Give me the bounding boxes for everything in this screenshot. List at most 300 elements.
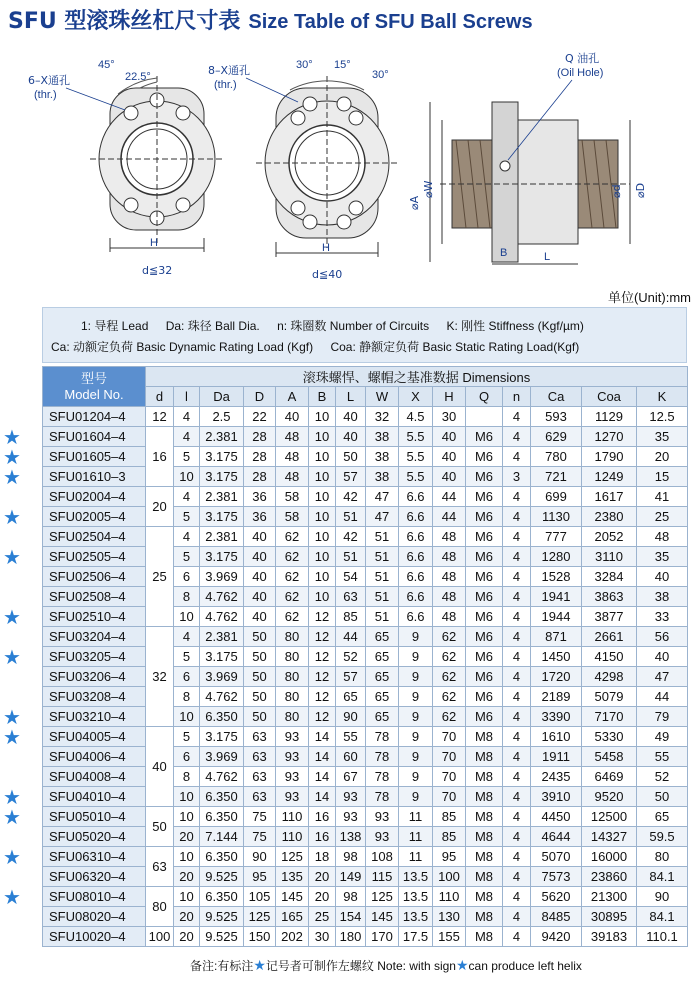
model-cell: SFU03208–4 bbox=[43, 687, 146, 707]
shaft-diameter-cell: 50 bbox=[146, 807, 174, 847]
cell-w: 115 bbox=[366, 867, 399, 887]
cell-ca: 593 bbox=[531, 407, 582, 427]
cell-q: M6 bbox=[466, 647, 503, 667]
cell-ca: 1610 bbox=[531, 727, 582, 747]
cell-b: 12 bbox=[309, 627, 336, 647]
cell-b: 10 bbox=[309, 547, 336, 567]
cell-ca: 1911 bbox=[531, 747, 582, 767]
cell-q: M6 bbox=[466, 547, 503, 567]
cell-coa: 39183 bbox=[582, 927, 637, 947]
cell-k: 40 bbox=[637, 647, 688, 667]
cell-l: 57 bbox=[336, 667, 366, 687]
cell-k: 49 bbox=[637, 727, 688, 747]
model-cell: SFU02510–4 bbox=[43, 607, 146, 627]
column-header-l: l bbox=[174, 387, 200, 407]
dim-d-label: ⌀d bbox=[610, 184, 623, 198]
left-helix-star-icon: ★ bbox=[3, 844, 21, 869]
cell-l: 10 bbox=[174, 467, 200, 487]
cell-l: 57 bbox=[336, 467, 366, 487]
cell-da: 4.762 bbox=[200, 587, 244, 607]
cell-w: 78 bbox=[366, 727, 399, 747]
table-row bbox=[43, 767, 688, 787]
table-row bbox=[43, 727, 688, 747]
title-en: Size Table of SFU Ball Screws bbox=[248, 11, 533, 33]
cell-n: 4 bbox=[503, 587, 531, 607]
cell-q: M6 bbox=[466, 487, 503, 507]
cell-d: 50 bbox=[244, 627, 276, 647]
cell-q: M6 bbox=[466, 427, 503, 447]
cell-h: 30 bbox=[433, 407, 466, 427]
cell-q: M6 bbox=[466, 627, 503, 647]
cell-k: 38 bbox=[637, 587, 688, 607]
note-en-suffix: can produce left helix bbox=[468, 959, 582, 973]
table-row bbox=[43, 427, 688, 447]
cell-w: 125 bbox=[366, 887, 399, 907]
cell-da: 6.350 bbox=[200, 707, 244, 727]
cell-l: 5 bbox=[174, 547, 200, 567]
cell-n: 4 bbox=[503, 507, 531, 527]
cell-d: 28 bbox=[244, 427, 276, 447]
model-cell: SFU01604–4 bbox=[43, 427, 146, 447]
cell-a: 80 bbox=[276, 687, 309, 707]
cell-b: 12 bbox=[309, 707, 336, 727]
cell-b: 12 bbox=[309, 667, 336, 687]
column-header-Da: Da bbox=[200, 387, 244, 407]
cell-x: 6.6 bbox=[399, 527, 433, 547]
cell-l: 40 bbox=[336, 407, 366, 427]
cell-b: 10 bbox=[309, 407, 336, 427]
column-header-Ca: Ca bbox=[531, 387, 582, 407]
cell-ca: 777 bbox=[531, 527, 582, 547]
note-cn-suffix: 记号者可制作左螺纹 bbox=[265, 959, 374, 973]
cell-l: 8 bbox=[174, 687, 200, 707]
cell-q: M6 bbox=[466, 707, 503, 727]
cell-x: 6.6 bbox=[399, 487, 433, 507]
cell-coa: 6469 bbox=[582, 767, 637, 787]
angle-22-label: 22.5° bbox=[125, 71, 151, 83]
cell-l: 4 bbox=[174, 487, 200, 507]
cell-coa: 21300 bbox=[582, 887, 637, 907]
hole-label-8x: 8–X通孔 bbox=[208, 64, 251, 77]
cell-l: 90 bbox=[336, 707, 366, 727]
cell-coa: 4298 bbox=[582, 667, 637, 687]
angle-30-label-a: 30° bbox=[296, 59, 313, 71]
cell-b: 12 bbox=[309, 607, 336, 627]
cell-w: 51 bbox=[366, 607, 399, 627]
cell-q: M8 bbox=[466, 847, 503, 867]
table-row bbox=[43, 607, 688, 627]
cell-x: 6.6 bbox=[399, 607, 433, 627]
cell-coa: 3110 bbox=[582, 547, 637, 567]
legend-stiffness: K: 刚性 Stiffness (Kgf/µm) bbox=[446, 319, 584, 333]
model-cell: SFU02505–4 bbox=[43, 547, 146, 567]
cell-b: 14 bbox=[309, 787, 336, 807]
cell-ca: 4644 bbox=[531, 827, 582, 847]
cell-l: 93 bbox=[336, 807, 366, 827]
table-row bbox=[43, 467, 688, 487]
cell-coa: 2052 bbox=[582, 527, 637, 547]
model-cell: SFU01605–4 bbox=[43, 447, 146, 467]
cell-ca: 721 bbox=[531, 467, 582, 487]
cell-d: 63 bbox=[244, 787, 276, 807]
cell-h: 85 bbox=[433, 807, 466, 827]
note-star-icon-2: ★ bbox=[455, 957, 469, 973]
cell-l: 98 bbox=[336, 847, 366, 867]
cell-coa: 2380 bbox=[582, 507, 637, 527]
cell-ca: 2435 bbox=[531, 767, 582, 787]
cell-coa: 4150 bbox=[582, 647, 637, 667]
cell-n: 4 bbox=[503, 907, 531, 927]
model-cell: SFU02506–4 bbox=[43, 567, 146, 587]
left-helix-star-icon: ★ bbox=[3, 604, 21, 629]
cell-da: 2.381 bbox=[200, 527, 244, 547]
cell-b: 10 bbox=[309, 587, 336, 607]
model-header-cn: 型号 bbox=[80, 370, 107, 386]
model-cell: SFU02504–4 bbox=[43, 527, 146, 547]
left-helix-star-icon: ★ bbox=[3, 784, 21, 809]
model-cell: SFU04006–4 bbox=[43, 747, 146, 767]
cell-h: 62 bbox=[433, 647, 466, 667]
cell-ca: 8485 bbox=[531, 907, 582, 927]
cell-d: 28 bbox=[244, 447, 276, 467]
cell-da: 4.762 bbox=[200, 687, 244, 707]
cell-da: 6.350 bbox=[200, 807, 244, 827]
cell-n: 4 bbox=[503, 627, 531, 647]
cell-l: 51 bbox=[336, 507, 366, 527]
cell-l: 52 bbox=[336, 647, 366, 667]
cell-ca: 3390 bbox=[531, 707, 582, 727]
cell-da: 3.175 bbox=[200, 447, 244, 467]
dim-D-label: ⌀D bbox=[634, 182, 647, 198]
cell-d: 63 bbox=[244, 747, 276, 767]
shaft-diameter-cell: 25 bbox=[146, 527, 174, 627]
cell-b: 14 bbox=[309, 747, 336, 767]
cell-l: 4 bbox=[174, 427, 200, 447]
cell-b: 10 bbox=[309, 427, 336, 447]
cell-k: 25 bbox=[637, 507, 688, 527]
cell-b: 14 bbox=[309, 767, 336, 787]
cell-d: 36 bbox=[244, 507, 276, 527]
cell-l: 63 bbox=[336, 587, 366, 607]
cell-n: 4 bbox=[503, 887, 531, 907]
cell-l: 6 bbox=[174, 567, 200, 587]
model-cell: SFU01610–3 bbox=[43, 467, 146, 487]
left-helix-star-icon: ★ bbox=[3, 424, 21, 449]
cell-b: 10 bbox=[309, 527, 336, 547]
cell-coa: 1617 bbox=[582, 487, 637, 507]
model-cell: SFU04010–4 bbox=[43, 787, 146, 807]
flange-drawing-8-hole bbox=[256, 76, 398, 257]
table-row bbox=[43, 867, 688, 887]
cell-x: 6.6 bbox=[399, 507, 433, 527]
cell-n: 4 bbox=[503, 547, 531, 567]
cell-l: 4 bbox=[174, 627, 200, 647]
cell-k: 84.1 bbox=[637, 907, 688, 927]
cell-w: 38 bbox=[366, 427, 399, 447]
cell-l: 8 bbox=[174, 767, 200, 787]
model-cell: SFU02004–4 bbox=[43, 487, 146, 507]
model-cell: SFU04005–4 bbox=[43, 727, 146, 747]
cell-coa: 2661 bbox=[582, 627, 637, 647]
cell-n: 4 bbox=[503, 707, 531, 727]
column-header-X: X bbox=[399, 387, 433, 407]
model-cell: SFU02508–4 bbox=[43, 587, 146, 607]
model-cell: SFU04008–4 bbox=[43, 767, 146, 787]
column-header-Q: Q bbox=[466, 387, 503, 407]
cell-w: 108 bbox=[366, 847, 399, 867]
cell-ca: 5070 bbox=[531, 847, 582, 867]
table-row bbox=[43, 667, 688, 687]
cell-x: 4.5 bbox=[399, 407, 433, 427]
cell-k: 33 bbox=[637, 607, 688, 627]
cell-b: 14 bbox=[309, 727, 336, 747]
dim-w-label: ⌀W bbox=[422, 180, 435, 198]
cell-l: 138 bbox=[336, 827, 366, 847]
cell-q: M6 bbox=[466, 687, 503, 707]
cell-coa: 5079 bbox=[582, 687, 637, 707]
cell-b: 25 bbox=[309, 907, 336, 927]
cell-da: 2.381 bbox=[200, 427, 244, 447]
cell-l: 149 bbox=[336, 867, 366, 887]
cell-l: 10 bbox=[174, 787, 200, 807]
cell-h: 62 bbox=[433, 707, 466, 727]
cell-q: M8 bbox=[466, 767, 503, 787]
flange-drawing-6-hole bbox=[90, 76, 224, 252]
table-row bbox=[43, 447, 688, 467]
model-cell: SFU03206–4 bbox=[43, 667, 146, 687]
column-header-L: L bbox=[336, 387, 366, 407]
cell-k: 48 bbox=[637, 527, 688, 547]
cell-a: 80 bbox=[276, 627, 309, 647]
cell-q: M8 bbox=[466, 747, 503, 767]
table-row bbox=[43, 847, 688, 867]
shaft-diameter-cell: 12 bbox=[146, 407, 174, 427]
cell-d: 63 bbox=[244, 767, 276, 787]
cell-k: 65 bbox=[637, 807, 688, 827]
cell-da: 3.969 bbox=[200, 747, 244, 767]
cell-coa: 30895 bbox=[582, 907, 637, 927]
thr-label-left: (thr.) bbox=[34, 89, 57, 101]
cell-w: 65 bbox=[366, 707, 399, 727]
model-cell: SFU08020–4 bbox=[43, 907, 146, 927]
cell-x: 9 bbox=[399, 707, 433, 727]
column-header-A: A bbox=[276, 387, 309, 407]
cell-l: 51 bbox=[336, 547, 366, 567]
cell-x: 9 bbox=[399, 667, 433, 687]
cell-d: 40 bbox=[244, 527, 276, 547]
cell-da: 3.175 bbox=[200, 727, 244, 747]
cell-x: 9 bbox=[399, 747, 433, 767]
cell-n: 4 bbox=[503, 607, 531, 627]
cell-da: 9.525 bbox=[200, 927, 244, 947]
table-row bbox=[43, 707, 688, 727]
shaft-diameter-cell: 20 bbox=[146, 487, 174, 527]
cell-n: 4 bbox=[503, 727, 531, 747]
cell-n: 4 bbox=[503, 447, 531, 467]
left-helix-star-icon: ★ bbox=[3, 724, 21, 749]
cell-l: 93 bbox=[336, 787, 366, 807]
cell-b: 30 bbox=[309, 927, 336, 947]
column-header-n: n bbox=[503, 387, 531, 407]
cell-ca: 4450 bbox=[531, 807, 582, 827]
cell-coa: 1249 bbox=[582, 467, 637, 487]
table-row bbox=[43, 507, 688, 527]
cell-da: 3.969 bbox=[200, 667, 244, 687]
cell-x: 9 bbox=[399, 727, 433, 747]
drawings-svg bbox=[0, 38, 697, 283]
cell-l: 65 bbox=[336, 687, 366, 707]
cell-l: 60 bbox=[336, 747, 366, 767]
cell-a: 110 bbox=[276, 827, 309, 847]
cell-k: 35 bbox=[637, 427, 688, 447]
cell-l: 20 bbox=[174, 867, 200, 887]
cell-n: 4 bbox=[503, 847, 531, 867]
cell-x: 6.6 bbox=[399, 587, 433, 607]
cell-k: 55 bbox=[637, 747, 688, 767]
cell-q: M6 bbox=[466, 447, 503, 467]
table-row bbox=[43, 547, 688, 567]
cell-x: 17.5 bbox=[399, 927, 433, 947]
cell-l: 55 bbox=[336, 727, 366, 747]
cell-q: M6 bbox=[466, 507, 503, 527]
cell-ca: 1528 bbox=[531, 567, 582, 587]
angle-30-label-b: 30° bbox=[372, 69, 389, 81]
table-row bbox=[43, 627, 688, 647]
cell-da: 3.175 bbox=[200, 547, 244, 567]
table-row bbox=[43, 527, 688, 547]
cell-q: M8 bbox=[466, 727, 503, 747]
cell-w: 65 bbox=[366, 647, 399, 667]
oil-hole-label-en: (Oil Hole) bbox=[557, 67, 604, 79]
cell-l: 20 bbox=[174, 827, 200, 847]
cell-h: 62 bbox=[433, 667, 466, 687]
cell-da: 3.175 bbox=[200, 647, 244, 667]
cell-q: M8 bbox=[466, 827, 503, 847]
h-label-middle: H bbox=[322, 242, 330, 254]
cell-d: 36 bbox=[244, 487, 276, 507]
note-cn-prefix: 备注:有标注 bbox=[190, 959, 254, 973]
cell-h: 155 bbox=[433, 927, 466, 947]
cell-coa: 9520 bbox=[582, 787, 637, 807]
shaft-diameter-cell: 63 bbox=[146, 847, 174, 887]
cell-d: 75 bbox=[244, 827, 276, 847]
cell-k: 20 bbox=[637, 447, 688, 467]
cell-a: 135 bbox=[276, 867, 309, 887]
cell-da: 3.969 bbox=[200, 567, 244, 587]
cell-h: 40 bbox=[433, 427, 466, 447]
cell-x: 5.5 bbox=[399, 447, 433, 467]
left-helix-star-icon: ★ bbox=[3, 804, 21, 829]
table-row bbox=[43, 487, 688, 507]
table-row bbox=[43, 827, 688, 847]
cell-coa: 23860 bbox=[582, 867, 637, 887]
column-header-d: d bbox=[146, 387, 174, 407]
legend-ball-dia: Da: 珠径 Ball Dia. bbox=[165, 319, 260, 333]
cell-da: 3.175 bbox=[200, 467, 244, 487]
cell-k: 80 bbox=[637, 847, 688, 867]
cell-w: 65 bbox=[366, 627, 399, 647]
column-header-D: D bbox=[244, 387, 276, 407]
cell-a: 48 bbox=[276, 447, 309, 467]
cell-h: 70 bbox=[433, 727, 466, 747]
legend-row-1 bbox=[81, 316, 686, 337]
note-en-prefix: Note: with sign bbox=[377, 959, 456, 973]
table-row bbox=[43, 647, 688, 667]
cell-q: M6 bbox=[466, 527, 503, 547]
cell-coa: 3284 bbox=[582, 567, 637, 587]
cell-k: 47 bbox=[637, 667, 688, 687]
cell-da: 2.381 bbox=[200, 627, 244, 647]
cell-h: 48 bbox=[433, 587, 466, 607]
cell-h: 48 bbox=[433, 567, 466, 587]
cell-ca: 1944 bbox=[531, 607, 582, 627]
left-helix-star-icon: ★ bbox=[3, 544, 21, 569]
cell-b: 12 bbox=[309, 687, 336, 707]
cell-a: 48 bbox=[276, 467, 309, 487]
cell-l: 54 bbox=[336, 567, 366, 587]
cell-a: 62 bbox=[276, 587, 309, 607]
cell-n: 4 bbox=[503, 827, 531, 847]
cell-d: 105 bbox=[244, 887, 276, 907]
cell-q: M8 bbox=[466, 867, 503, 887]
cell-ca: 1280 bbox=[531, 547, 582, 567]
legend-static-load: Coa: 静额定负荷 Basic Static Rating Load(Kgf) bbox=[330, 340, 580, 354]
dim-b-label: B bbox=[500, 247, 508, 259]
cell-q: M8 bbox=[466, 927, 503, 947]
cell-da: 3.175 bbox=[200, 507, 244, 527]
cell-n: 4 bbox=[503, 427, 531, 447]
cell-b: 10 bbox=[309, 567, 336, 587]
cell-coa: 12500 bbox=[582, 807, 637, 827]
cell-l: 10 bbox=[174, 807, 200, 827]
model-cell: SFU03205–4 bbox=[43, 647, 146, 667]
left-helix-star-icon: ★ bbox=[3, 464, 21, 489]
side-view-drawing bbox=[430, 102, 630, 264]
cell-ca: 5620 bbox=[531, 887, 582, 907]
cell-l: 10 bbox=[174, 707, 200, 727]
cell-l: 8 bbox=[174, 587, 200, 607]
spec-table bbox=[42, 366, 688, 947]
cell-w: 32 bbox=[366, 407, 399, 427]
cell-h: 48 bbox=[433, 527, 466, 547]
cell-x: 6.6 bbox=[399, 567, 433, 587]
cell-d: 40 bbox=[244, 587, 276, 607]
left-helix-star-icon: ★ bbox=[3, 884, 21, 909]
cell-w: 51 bbox=[366, 547, 399, 567]
cell-n: 4 bbox=[503, 667, 531, 687]
cell-h: 70 bbox=[433, 767, 466, 787]
cell-d: 95 bbox=[244, 867, 276, 887]
shaft-diameter-cell: 16 bbox=[146, 427, 174, 487]
cell-w: 65 bbox=[366, 667, 399, 687]
cell-x: 9 bbox=[399, 647, 433, 667]
cell-coa: 5458 bbox=[582, 747, 637, 767]
model-cell: SFU03204–4 bbox=[43, 627, 146, 647]
shaft-diameter-cell: 100 bbox=[146, 927, 174, 947]
cell-a: 93 bbox=[276, 727, 309, 747]
cell-n: 4 bbox=[503, 747, 531, 767]
cell-n: 4 bbox=[503, 927, 531, 947]
legend-lead: 1: 导程 Lead bbox=[81, 319, 149, 333]
cell-x: 11 bbox=[399, 827, 433, 847]
cell-da: 4.762 bbox=[200, 607, 244, 627]
table-row bbox=[43, 807, 688, 827]
cell-w: 93 bbox=[366, 827, 399, 847]
cell-h: 44 bbox=[433, 507, 466, 527]
cell-b: 16 bbox=[309, 827, 336, 847]
cell-d: 40 bbox=[244, 567, 276, 587]
cell-d: 63 bbox=[244, 727, 276, 747]
